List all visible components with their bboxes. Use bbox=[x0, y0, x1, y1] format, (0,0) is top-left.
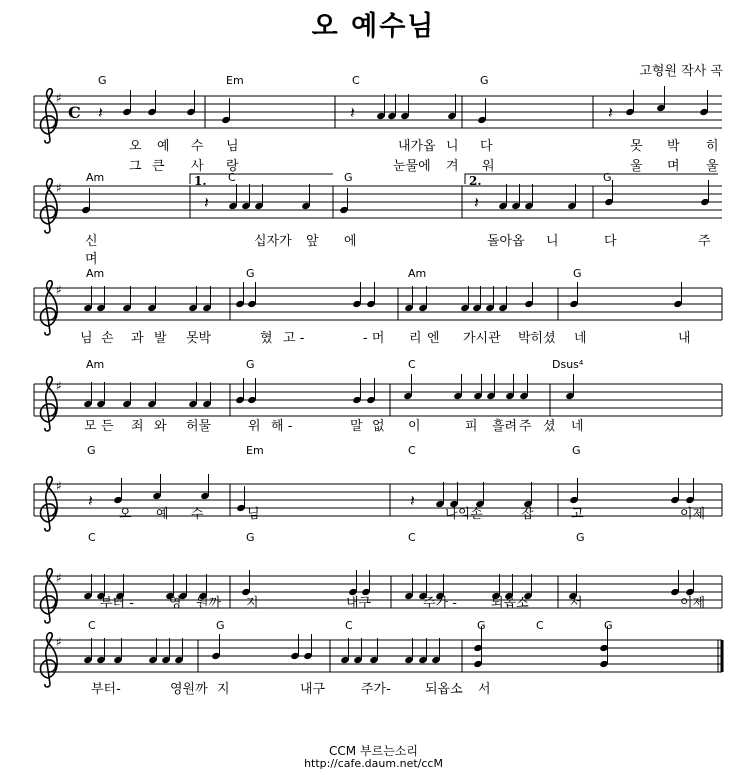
lyric-syllable: 며 bbox=[85, 252, 98, 267]
lyric-syllable: 셨 bbox=[543, 419, 556, 434]
lyric-syllable: 에 bbox=[344, 234, 357, 249]
volta-label: 1. bbox=[194, 174, 207, 188]
chord-symbol: C bbox=[536, 619, 544, 632]
sharp-key-signature: ♯ bbox=[56, 635, 62, 649]
treble-clef-icon bbox=[41, 633, 58, 687]
lyric-syllable: 부터- bbox=[91, 682, 121, 697]
lyric-syllable: 주가- bbox=[361, 682, 391, 697]
lyric-syllable: 울 bbox=[706, 159, 719, 174]
lyric-syllable: 내가옵 bbox=[398, 139, 436, 154]
lyric-syllable: 내구 bbox=[300, 682, 326, 697]
lyric-syllable: 그 bbox=[129, 159, 142, 174]
lyric-syllable: 고 bbox=[571, 507, 584, 522]
lyric-syllable: 이제 bbox=[680, 596, 706, 611]
lyric-syllable: 말 bbox=[350, 419, 363, 434]
lyric-syllable: 발 bbox=[154, 331, 167, 346]
chord-symbol: G bbox=[246, 267, 255, 280]
lyric-syllable: 눈물에 bbox=[393, 159, 431, 174]
lyric-syllable: 허물 bbox=[186, 419, 212, 434]
lyric-syllable: 다 bbox=[480, 139, 493, 154]
lyric-syllable: - 머 bbox=[363, 331, 385, 346]
lyric-syllable: 리 bbox=[409, 331, 422, 346]
lyric-syllable: 엔 bbox=[427, 331, 440, 346]
lyric-syllable: 오 bbox=[129, 139, 142, 154]
quarter-rest-icon: 𝄽 bbox=[410, 491, 415, 510]
volta-label: 2. bbox=[469, 174, 482, 188]
lyric-syllable: 울 bbox=[630, 159, 643, 174]
lyric-syllable: 큰 bbox=[152, 159, 165, 174]
lyric-syllable: 앞 bbox=[306, 234, 319, 249]
lyric-syllable: 이 bbox=[408, 419, 421, 434]
lyric-syllable: 랑 bbox=[226, 159, 239, 174]
lyric-syllable: 나의손 bbox=[445, 507, 483, 522]
lyric-syllable: 내 bbox=[678, 331, 691, 346]
lyric-syllable: 가시관 bbox=[463, 331, 501, 346]
lyric-syllable: 님 bbox=[247, 507, 260, 522]
chord-symbol: Em bbox=[226, 74, 244, 87]
lyric-syllable: 네 bbox=[571, 419, 584, 434]
volta-bracket bbox=[190, 174, 333, 184]
sharp-key-signature: ♯ bbox=[56, 283, 62, 297]
lyric-syllable: 님 bbox=[226, 139, 239, 154]
lyric-syllable: 와 bbox=[154, 419, 167, 434]
lyric-syllable: 박 bbox=[667, 139, 680, 154]
footer-url[interactable]: http://cafe.daum.net/ccM bbox=[304, 757, 443, 770]
lyric-syllable: 돌아옵 bbox=[487, 234, 525, 249]
lyric-syllable: 피 bbox=[465, 419, 478, 434]
chord-symbol: G bbox=[246, 531, 255, 544]
treble-clef-icon bbox=[41, 281, 58, 335]
lyric-syllable: 없 bbox=[372, 419, 385, 434]
lyric-syllable: 주 bbox=[519, 419, 532, 434]
lyric-syllable: 네 bbox=[574, 331, 587, 346]
sharp-key-signature: ♯ bbox=[56, 181, 62, 195]
lyric-syllable: 서 bbox=[570, 596, 583, 611]
sharp-key-signature: ♯ bbox=[56, 379, 62, 393]
lyric-syllable: 예 bbox=[157, 139, 170, 154]
quarter-rest-icon: 𝄽 bbox=[608, 103, 613, 122]
lyric-syllable: 해 - bbox=[271, 419, 293, 434]
sharp-key-signature: ♯ bbox=[56, 91, 62, 105]
treble-clef-icon bbox=[41, 179, 58, 233]
time-signature: C bbox=[68, 103, 81, 122]
lyric-syllable: 되옵소 bbox=[425, 682, 463, 697]
chord-symbol: C bbox=[345, 619, 353, 632]
lyric-syllable: 주 bbox=[698, 234, 711, 249]
treble-clef-icon bbox=[41, 89, 58, 143]
lyric-syllable: 영원까 bbox=[170, 682, 208, 697]
lyric-syllable: 사 bbox=[191, 159, 204, 174]
lyric-syllable: 모 bbox=[84, 419, 97, 434]
sharp-key-signature: ♯ bbox=[56, 479, 62, 493]
lyric-syllable: 박히셨 bbox=[518, 331, 556, 346]
lyric-syllable: 다 bbox=[604, 234, 617, 249]
lyric-syllable: 위 bbox=[248, 419, 261, 434]
lyric-syllable: 지 bbox=[246, 596, 259, 611]
chord-symbol: C bbox=[408, 531, 416, 544]
quarter-rest-icon: 𝄽 bbox=[88, 491, 93, 510]
chord-symbol: C bbox=[88, 619, 96, 632]
chord-symbol: G bbox=[98, 74, 107, 87]
lyric-syllable: 손 bbox=[101, 331, 114, 346]
chord-symbol: Em bbox=[246, 444, 264, 457]
lyric-syllable: 워 bbox=[482, 159, 495, 174]
lyric-syllable: 신 bbox=[85, 234, 98, 249]
quarter-rest-icon: 𝄽 bbox=[98, 103, 103, 122]
lyric-syllable: 서 bbox=[478, 682, 491, 697]
lyric-syllable: 수 bbox=[191, 507, 204, 522]
chord-symbol: C bbox=[88, 531, 96, 544]
lyric-syllable: 겨 bbox=[446, 159, 459, 174]
chord-symbol: G bbox=[216, 619, 225, 632]
lyric-syllable: 죄 bbox=[131, 419, 144, 434]
lyric-syllable: 흘려 bbox=[492, 419, 518, 434]
chord-symbol: G bbox=[603, 171, 612, 184]
lyric-syllable: 니 bbox=[546, 234, 559, 249]
lyric-syllable: 며 bbox=[667, 159, 680, 174]
sharp-key-signature: ♯ bbox=[56, 571, 62, 585]
chord-symbol: G bbox=[572, 444, 581, 457]
lyric-syllable: 영 bbox=[169, 596, 182, 611]
chord-symbol: Am bbox=[86, 267, 105, 280]
chord-symbol: G bbox=[573, 267, 582, 280]
lyric-syllable: 예 bbox=[156, 507, 169, 522]
lyric-syllable: 못박 bbox=[186, 331, 212, 346]
treble-clef-icon bbox=[41, 569, 58, 623]
lyric-syllable: 내구 bbox=[346, 596, 372, 611]
chord-symbol: G bbox=[87, 444, 96, 457]
chord-symbol: G bbox=[604, 619, 613, 632]
song-title: 오 예수님 bbox=[311, 11, 436, 42]
chord-symbol: G bbox=[344, 171, 353, 184]
lyric-syllable: 고 - bbox=[283, 331, 305, 346]
chord-symbol: Am bbox=[86, 171, 105, 184]
chord-symbol: G bbox=[246, 358, 255, 371]
quarter-rest-icon: 𝄽 bbox=[204, 193, 209, 212]
lyric-syllable: 되옵소 bbox=[491, 596, 529, 611]
author-credit: 고형원 작사 곡 bbox=[639, 64, 723, 79]
chord-symbol: G bbox=[477, 619, 486, 632]
footer-source: CCM 부르는소리 bbox=[329, 744, 418, 758]
lyric-syllable: 주가 - bbox=[423, 596, 457, 611]
lyric-syllable: 혔 bbox=[260, 331, 273, 346]
chord-symbol: G bbox=[480, 74, 489, 87]
lyric-syllable: 못 bbox=[630, 139, 643, 154]
chord-symbol: Dsus⁴ bbox=[552, 358, 584, 371]
chord-symbol: C bbox=[228, 171, 236, 184]
chord-symbol: C bbox=[408, 358, 416, 371]
lyric-syllable: 수 bbox=[191, 139, 204, 154]
lyric-syllable: 잡 bbox=[521, 507, 534, 522]
lyric-syllable: 든 bbox=[101, 419, 114, 434]
lyric-syllable: 원까 bbox=[196, 596, 222, 611]
quarter-rest-icon: 𝄽 bbox=[350, 103, 355, 122]
lyric-syllable: 십자가 bbox=[254, 234, 292, 249]
lyric-syllable: 오 bbox=[119, 507, 132, 522]
treble-clef-icon bbox=[41, 377, 58, 431]
chord-symbol: G bbox=[576, 531, 585, 544]
chord-symbol: C bbox=[352, 74, 360, 87]
lyric-syllable: 님 bbox=[80, 331, 93, 346]
chord-symbol: C bbox=[408, 444, 416, 457]
chord-symbol: Am bbox=[86, 358, 105, 371]
treble-clef-icon bbox=[41, 477, 58, 531]
lyric-syllable: 니 bbox=[446, 139, 459, 154]
lyric-syllable: 부터 - bbox=[100, 596, 134, 611]
lyric-syllable: 이제 bbox=[680, 507, 706, 522]
volta-bracket bbox=[465, 174, 718, 184]
lyric-syllable: 히 bbox=[706, 139, 719, 154]
quarter-rest-icon: 𝄽 bbox=[474, 193, 479, 212]
lyric-syllable: 지 bbox=[217, 682, 230, 697]
lyric-syllable: 과 bbox=[131, 331, 144, 346]
chord-symbol: Am bbox=[408, 267, 427, 280]
